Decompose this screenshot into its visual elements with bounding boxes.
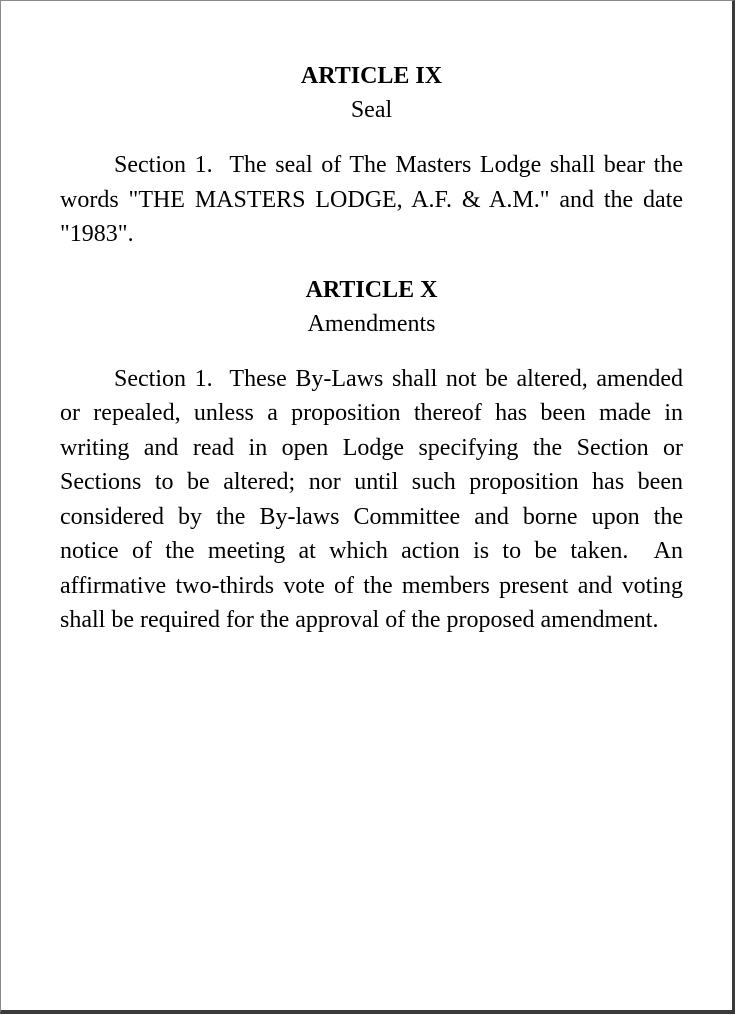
- article-title: ARTICLE X: [305, 276, 438, 303]
- article-x: [60, 273, 689, 638]
- article-ix: [60, 59, 689, 252]
- page-content: [60, 59, 689, 638]
- article-subtitle: Amendments: [307, 310, 436, 337]
- article-subtitle: Seal: [350, 97, 393, 123]
- section-paragraph: Section 1. These By-Laws shall not be altered, amended or repealed, unless a proposition thereof has been made in writing and read in open Lodge specifying the Section or Sections to be altered; nor until such proposition has been considered by the By-laws Committee and borne upon the notice of the meeting at which action is to be taken. An affirmative two-thirds vote of the members present and voting shall be required for the approval of the proposed amendment.: [60, 365, 689, 633]
- article-title: ARTICLE IX: [300, 63, 443, 89]
- section-paragraph: Section 1. The seal of The Masters Lodge shall bear the words "THE MASTERS LODGE, A.F. & A.M." and the date "1983".: [60, 152, 689, 247]
